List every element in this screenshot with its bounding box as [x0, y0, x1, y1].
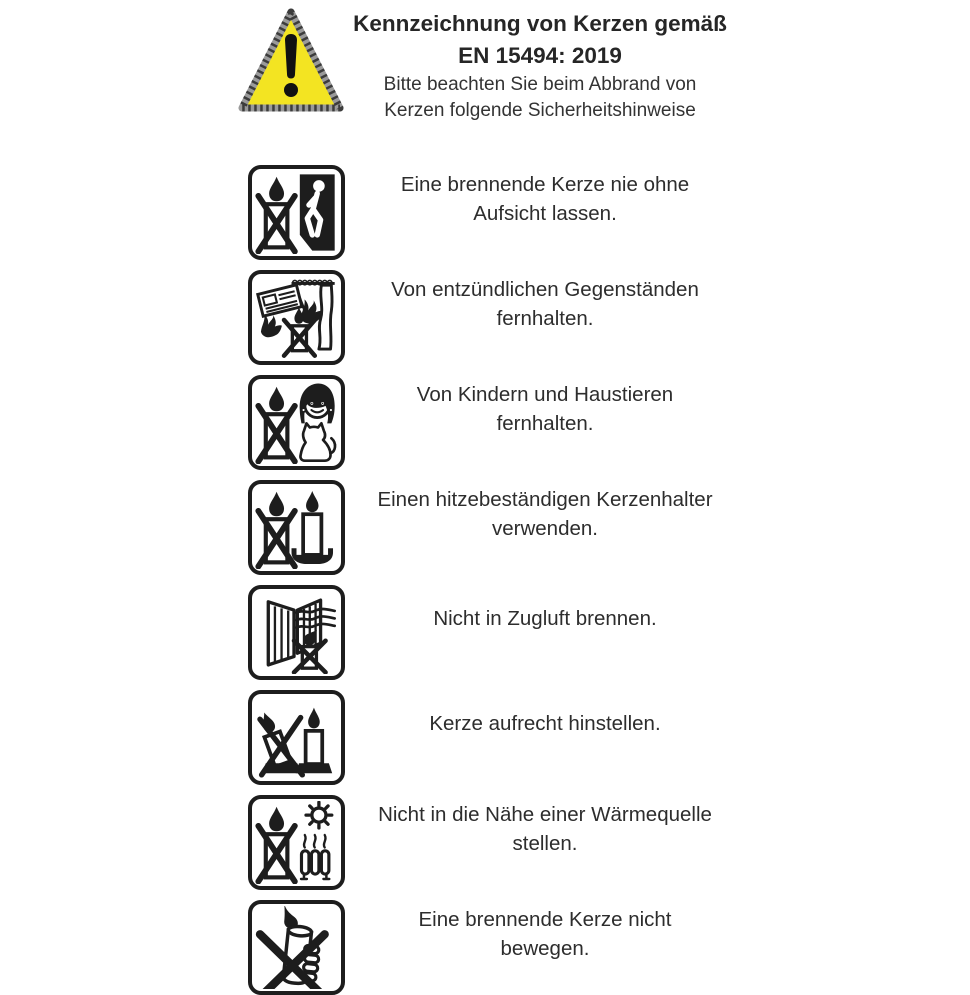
- safety-item-row: [248, 480, 745, 575]
- unattended-candle-icon: [254, 171, 339, 254]
- page-title: Kennzeichnung von Kerzen gemäß: [353, 11, 727, 36]
- pictogram-box: [248, 900, 345, 995]
- subtitle: Bitte beachten Sie beim Abbrand von: [383, 74, 697, 95]
- safety-item-text: Von Kindern und Haustieren fernhalten.: [416, 382, 674, 435]
- pictogram-box: [248, 375, 345, 470]
- heat-source-icon: [254, 801, 339, 884]
- safety-item-text: Von entzündlichen Gegenständen fernhalten.: [391, 277, 699, 330]
- pictogram-box: [248, 690, 345, 785]
- upright-candle-icon: [254, 696, 339, 779]
- draft-icon: [254, 591, 339, 674]
- flammable-objects-icon: [254, 276, 339, 359]
- safety-item-row: [248, 900, 745, 995]
- safety-item-row: [248, 270, 745, 365]
- pictogram-box: [248, 795, 345, 890]
- safety-item-row: [248, 690, 745, 785]
- safety-item-row: [248, 375, 745, 470]
- moving-candle-icon: [254, 906, 339, 989]
- safety-item-text: Eine brennende Kerze nie ohne Aufsicht lassen.: [400, 172, 690, 225]
- standard-number: EN 15494: 2019: [458, 43, 622, 68]
- pictogram-box: [248, 585, 345, 680]
- safety-item-text: Einen hitzebeständigen Kerzenhalter verwenden.: [377, 487, 713, 540]
- safety-item-text: Nicht in die Nähe einer Wärmequelle stellen.: [378, 802, 712, 855]
- children-and-pets-icon: [254, 381, 339, 464]
- candle-holder-icon: [254, 486, 339, 569]
- safety-item-text: Kerze aufrecht hinstellen.: [429, 712, 661, 736]
- subtitle: Kerzen folgende Sicherheitshinweise: [384, 100, 696, 121]
- header: [330, 8, 750, 124]
- pictogram-box: [248, 270, 345, 365]
- safety-item-text: Eine brennende Kerze nicht bewegen.: [418, 907, 672, 960]
- safety-item-row: [248, 795, 745, 890]
- safety-item-row: [248, 165, 745, 260]
- safety-item-row: [248, 585, 745, 680]
- safety-item-text: Nicht in Zugluft brennen.: [433, 607, 657, 631]
- pictogram-box: [248, 480, 345, 575]
- pictogram-box: [248, 165, 345, 260]
